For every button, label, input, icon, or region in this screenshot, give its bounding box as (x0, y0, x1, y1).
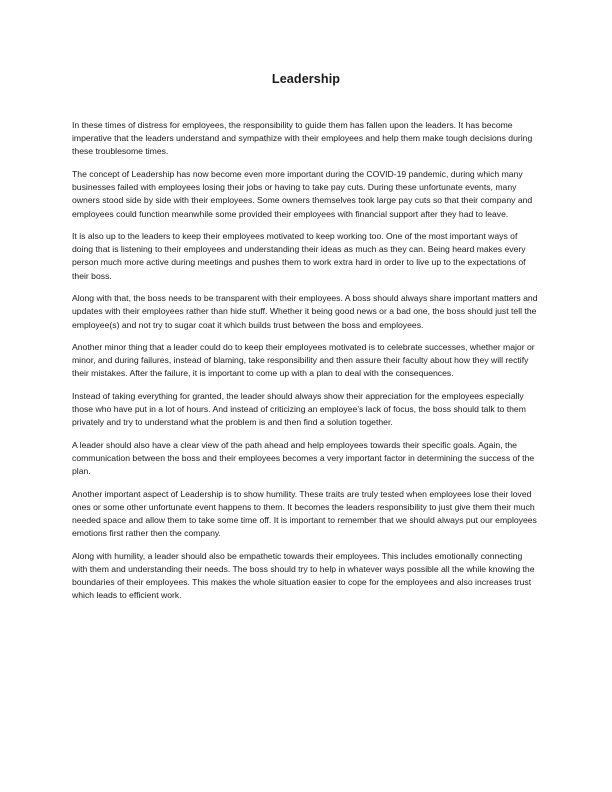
paragraph: Along with humility, a leader should also be empathetic towards their employees. This includes emotionally connecting with them and understanding their needs. The boss should try to help in whatever ways possible all the while knowing the boundaries of their employees. This makes the whole situation easier to cope for the employees and also increases trust which leads to efficient work. (72, 550, 535, 601)
paragraph: In these times of distress for employees, the responsibility to guide them has fallen upon the leaders. It has become imperative that the leaders understand and sympathize with their employees and help them make tough decisions during these troublesome times. (72, 120, 533, 157)
paragraph: Instead of taking everything for granted, the leader should always show their appreciation for the employees especially those who have put in a lot of hours. And instead of criticizing an employee’s lack of focus, the boss should talk to them privately and try to understand what the problem is and then find a solution together. (72, 390, 526, 428)
paragraph: Another minor thing that a leader could do to keep their employees motivated is to celebrate successes, whether major or minor, and during failures, instead of blaming, take responsibility and then assure their faculty about how they will rectify their mistakes. After the failure, it is important to come up with a plan to deal with the consequences. (72, 342, 535, 379)
document-title: Leadership (271, 72, 341, 86)
paragraph: Along with that, the boss needs to be transparent with their employees. A boss should always share important matters and updates with their employees rather than hide stuff. Whether it being good news or a bad one, the boss should just tell the employee(s) and not try to sugar coat it which builds trust between the boss and employees. (72, 293, 538, 330)
paragraph: A leader should also have a clear view of the path ahead and help employees towards their specific goals. Again, the communication between the boss and their employees becomes a very important factor in determining the success of the plan. (72, 439, 535, 477)
document-body (72, 119, 540, 603)
paragraph: The concept of Leadership has now become even more important during the COVID-19 pandemic, during which many businesses failed with employees losing their jobs or having to take pay cuts. During these unfortunate events, many owners stood side by side with their employees. Some owners themselves took large pay cuts so that their company and employees could function meanwhile some provided their employees with financial support after they had to leave. (72, 168, 533, 219)
paragraph: It is also up to the leaders to keep their employees motivated to keep working too. One of the most important ways of doing that is listening to their employees and understanding their ideas as much as they can. Being heard makes every person much more active during meetings and pushes them to work extra hard in order to live up to the expectations of their boss. (72, 231, 526, 281)
paragraph: Another important aspect of Leadership is to show humility. These traits are truly tested when employees lose their loved ones or some other unfortunate event happens to them. It becomes the leaders responsibility to just give them their much needed space and allow them to take some time off. It is important to remember that we should always put our employees emotions first rather then the company. (72, 488, 537, 539)
